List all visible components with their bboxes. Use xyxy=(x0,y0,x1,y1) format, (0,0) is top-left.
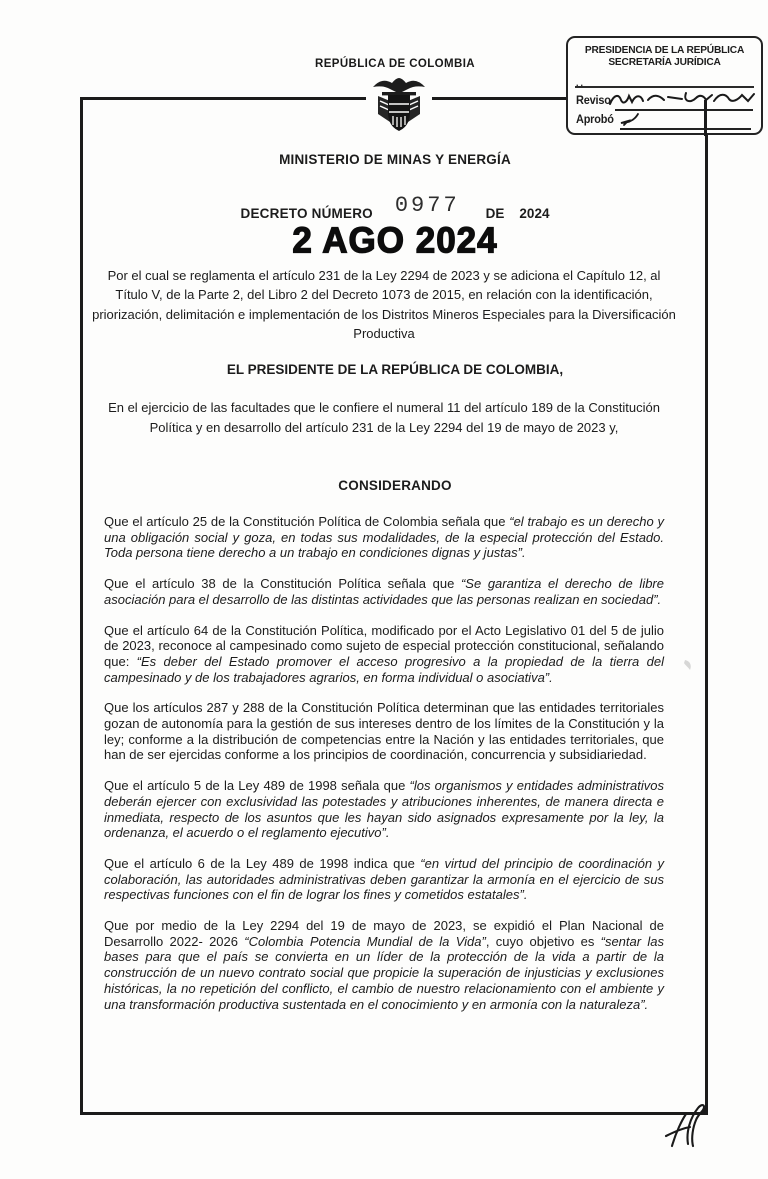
secretaria-juridica-stamp xyxy=(566,36,763,135)
decree-subject: Por el cual se reglamenta el artículo 231 de la Ley 2294 de 2023 y se adiciona el Capítulo 12, al Título V, de la Parte 2, del Libro 2 del Decreto 1073 de 2015, en relación con la identificación, priorización, delimitación e implementación de los Distritos Mineros Especiales para la Diversificación Productiva xyxy=(92,268,676,342)
handwritten-initials-icon xyxy=(660,1096,716,1159)
decree-paragraph xyxy=(104,623,664,686)
stamp-reviso-label: Reviso xyxy=(576,95,611,107)
paragraph-text: Que los artículos 287 y 288 de la Constitución Política determinan que las entidades territoriales gozan de autonomía para la gestión de sus intereses dentro de los límites de la Constitución y la ley; conforme a la distribución de competencias entre la Nación y las entidades territoriales, que han de ser ejercidas conforme a los principios de coordinación, concurrencia y subsidiariedad. xyxy=(104,700,664,763)
quoted-text: “Se garantiza el derecho de libre asociación para el desarrollo de las distintas actividades que las personas realizan en sociedad”. xyxy=(104,576,664,607)
paragraph-text: Que el artículo 25 de la Constitución Política de Colombia señala que xyxy=(104,514,510,529)
decree-label: DECRETO NÚMERO xyxy=(240,206,373,221)
republic-title: REPÚBLICA DE COLOMBIA xyxy=(314,58,476,70)
president-heading: EL PRESIDENTE DE LA REPÚBLICA DE COLOMBIA, xyxy=(226,362,564,377)
handwritten-scribble-icon xyxy=(608,88,758,117)
paragraph-text: Que el artículo 6 de la Ley 489 de 1998 indica que xyxy=(104,855,421,871)
stamp-title: PRESIDENCIA DE LA REPÚBLICA xyxy=(584,44,745,56)
quoted-text: “los organismos y entidades administrativos deberán ejercer con exclusividad las potestades y atribuciones inherentes, de manera directa e inmediata, respecto de los asuntos que les hayan sido asignados expresamente por la ley, la ordenanza, el acuerdo o el reglamento ejecutivo”. xyxy=(104,778,664,841)
date-stamp: 2 AGO 2024 xyxy=(292,220,498,261)
quoted-text: “Colombia Potencia Mundial de la Vida” xyxy=(244,933,486,949)
paragraph-text: Que por medio de la Ley 2294 del 19 de mayo de 2023, se expidió el Plan Nacional de Desarrollo 2022- 2026 xyxy=(104,918,664,949)
paragraph-text: , cuyo objetivo es xyxy=(485,933,601,949)
frame-border-segment xyxy=(704,100,707,136)
quoted-text: “Es deber del Estado promover el acceso progresivo a la propiedad de la tierra del campesinado y de los trabajadores agrarios, en forma individual o asociativa”. xyxy=(104,653,664,685)
stamp-divider-dots: .. xyxy=(576,78,586,88)
stamp-subtitle: SECRETARÍA JURÍDICA xyxy=(608,56,721,68)
stamp-aprobo-label: Aprobó xyxy=(576,114,614,126)
decree-paragraph xyxy=(104,856,664,903)
decree-preposition: DE xyxy=(485,206,505,221)
paragraph-text: Que el artículo 38 de la Constitución Política señala que xyxy=(104,576,461,592)
decree-number: 0977 xyxy=(394,193,460,218)
colombia-coat-of-arms-icon xyxy=(366,74,432,142)
paragraph-text: Que el artículo 5 de la Ley 489 de 1998 señala que xyxy=(104,778,410,794)
considerando-heading: CONSIDERANDO xyxy=(338,478,452,493)
scan-smudge-mark xyxy=(682,658,694,677)
quoted-text: “sentar las bases para que el país se convierta en un líder de la protección de la vida a partir de la construcción de un nuevo contrato social que propicie la superación de injusticias y exclusiones históricas, la no repetición del conflicto, el cambio de nuestro relacionamiento con el ambiente y una transformación productiva sustentada en el conocimiento y en armonía con la naturaleza”. xyxy=(104,933,664,1012)
ministry-title: MINISTERIO DE MINAS Y ENERGÍA xyxy=(279,152,511,167)
decree-paragraph xyxy=(104,576,664,607)
quoted-text: “el trabajo es un derecho y una obligación social y goza, en todas sus modalidades, de la especial protección del Estado. Toda persona tiene derecho a un trabajo en condiciones dignas y justas”. xyxy=(104,514,664,561)
decree-paragraph xyxy=(104,700,664,763)
decree-paragraph xyxy=(104,918,664,1012)
considerando-body xyxy=(104,514,664,1027)
decree-paragraph xyxy=(104,514,664,561)
quoted-text: “en virtud del principio de coordinación y colaboración, las autoridades administrativas deben garantizar la armonía en el ejercicio de sus respectivas funciones con el fin de lograr los fines y cometidos estatales”. xyxy=(104,855,664,903)
paragraph-text: Que el artículo 64 de la Constitución Política, modificado por el Acto Legislativo 01 del 5 de julio de 2023, reconoce al campesinado como sujeto de especial protección constitucional, señalando que: xyxy=(104,622,664,669)
decree-year: 2024 xyxy=(519,206,550,221)
faculties-paragraph: En el ejercicio de las facultades que le confiere el numeral 11 del artículo 189 de la Constitución Política y en desarrollo del artículo 231 de la Ley 2294 del 19 de mayo de 2023 y, xyxy=(108,400,660,435)
decree-paragraph xyxy=(104,778,664,841)
